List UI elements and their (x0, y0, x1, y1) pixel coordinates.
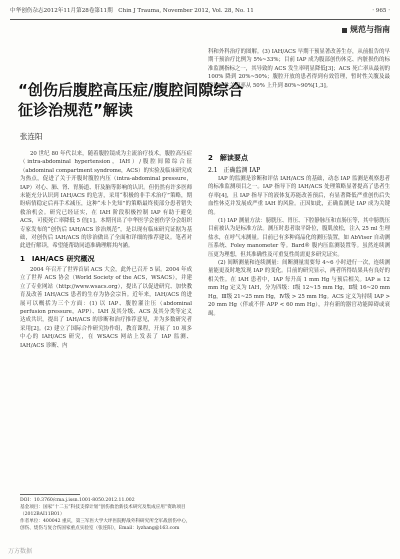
section-heading: 2 解读要点 (208, 154, 248, 162)
square-bullet-icon (342, 28, 347, 33)
journal-info: 中华创伤杂志2012年11月第28卷第11期 Chin J Trauma, November 2012, Vol. 28, No. 11 (10, 8, 254, 14)
article-title: “创伤后腹腔高压症/腹腔间隙综合征诊治规范”解读 (18, 81, 244, 119)
section-tag (342, 24, 390, 35)
paragraph: 科和外科治疗的图解。(3) IAH/ACS 早期干预显著改善生存，从前报告的早期干预治疗比例为 5%~33%；目前 IAP 成为腹部创伤休克、内脏损伤的标准监测指标之一，其导致的 ACS 发生率明显降低[3]；ACS 死亡率从最初的 100% 降到 20%~50%；腹腔开放的患者得到有效管理，暂时性关腹及最终确定性关腹率从 50% 上升到 80%~90%[1,3]。 (208, 49, 390, 89)
footnote-divider (20, 494, 80, 495)
paragraph: 20 世纪 80 年代以来，随着腹腔镜成为主流治疗技术，腹腔高压症（intra-abdominal hypertension，IAH）/腹腔间隙综合征（abdominal compartment syndrome，ACS）的实验及临床研究成为热点，促进了关于开腹时腹腔内压（intra-abdominal pressure，IAP）对心、肺、肾、胃肠道、肝及脑等影响的认识。但仍然有许多医师未能充分认识到 IAH/ACS 的危害，采用“积极的非手术治疗”策略，期盼病情稳定后再手术减压，这种“未卜先知”的策略最终使部分患者错失救治机会。研究已经证实，在 IAH 阶段积极控制 IAP 有助于避免 ACS，可使死亡率降低 5 倍[1]。本期刊出了中华医学会创伤学分会组织专家发布的“创伤后 IAH/ACS 诊治规范”，是以现有临床研究证据为基础，对创伤后 IAH/ACS 的诊治做出了全面和详细的推荐建议。笔者对此进行解读，希望能帮助同道准确理解其内涵。 (20, 151, 192, 250)
paragraph: 2004 年召开了世界首届 ACS 大会，此外已召开 5 届。2004 年成立了世界 ACS 协会（World Society of the ACS，WSACS），并建立了专业网站（http://www.wsacs.org），提出了以促进研究、加快教育及改善 IAH/ACS 患者的生存为协会宗旨。近年来，IAH/ACS 的进展可以概括为三个方面：(1) 以 IAP、腹腔灌注压（abdominal perfusion pressure，APP）、IAH 及其分级、ACS 及其分类等定义达成共识，提出了 IAH/ACS 的诊断和治疗推荐意见，并为多数研究者采用[2]。(2) 建立了国际合作研究协作组，教育课程，开展了 10 项多中心的 IAH/ACS 研究，在 WSACS 网站上发表了 IAP 监测、IAH/ACS 诊断、内 (20, 266, 192, 349)
footnote (20, 497, 192, 532)
paragraph: IAP 的监测是诊断和评估 IAH/ACS 的基础，动态 IAP 监测是观察患者的标准监测项目之一。IAP 指导下的 IAH/ACS 处理策略显著提高了患者生存率[4]，且 IAP 指导下的液体复苏能改善预后，有显著降低严重创伤后失血性休克并发展成严重 IAH 的风险。正因如此，正确监测是 IAP 成为关键的。 (208, 176, 390, 216)
footnote-line: DOI：10.3760/cma.j.issn.1001-8050.2012.11.002 (20, 498, 135, 503)
author: 张连阳 (20, 132, 43, 141)
subsection-heading: 2.1 正确监测 IAP (208, 167, 261, 174)
paragraph: (2) 间断测量和连续测量：间断测量需要每 4~6 小时进行一次，连续测量能更及时地发现 IAP 的变化。目前的研究显示，两者所得结果具有良好的相关性。在 IAH 患者中，IAP 每升高 1 mm Hg 与预后相关。IAP ≥ 12 mm Hg 定义为 IAH，分为四级：Ⅰ级 12~15 mm Hg，Ⅱ级 16~20 mm Hg，Ⅲ级 21~25 mm Hg，Ⅳ级 > 25 mm Hg。ACS 定义为持续 IAP > 20 mm Hg（伴或不伴 APP < 60 mm Hg），并有新的器官功能障碍或衰竭。 (208, 260, 390, 317)
watermark: 万方数据 (8, 548, 33, 555)
footnote-line: 作者单位：400042 重庆，第三军医大学大坪医院野战外科研究所全军战创伤中心，创伤、烧伤与复合伤国家重点实验室（张连阳），Email：lyzhang@163.com (20, 519, 191, 531)
page-number: · 965 · (372, 8, 390, 14)
left-column (20, 150, 192, 470)
paragraph: (1) IAP 测量方法：膀胱压、胃压、下腔静脉压和直肠压等，其中膀胱压目前被认为是标准方法。测压时患者取平卧位，腹肌放松，注入 25 ml 生理盐水，在呼气末测量。目前已有多种商品化的测压装置，如 AbViser 自动测压系统、Foley manometer 等。Bard® 腹内压监测装置等。虽然连续测压更为理想，但其准确性及可重复性尚需更多研究证实。 (208, 218, 390, 258)
section-tag-label: 规范与指南 (350, 24, 390, 34)
header-divider (10, 19, 390, 20)
footnote-line: 基金项目：国家“十二五”科技支撑计划“创伤救治新技术研究及集成应用”资助项目（2012BAI11B01） (20, 505, 186, 517)
right-column (208, 150, 390, 522)
section-heading: 1 IAH/ACS 研究概况 (20, 254, 95, 263)
